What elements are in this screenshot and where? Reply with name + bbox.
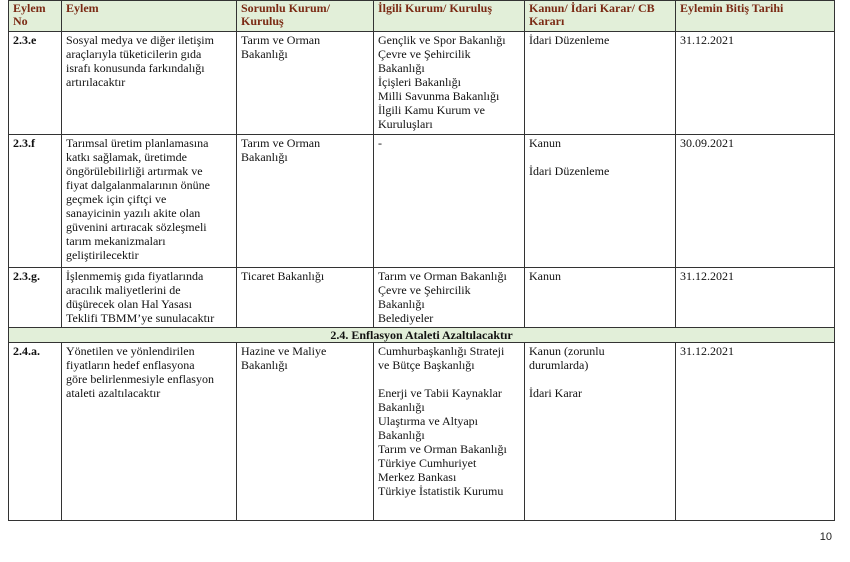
action-plan-table <box>8 0 835 521</box>
row-number: 2.3.f <box>9 135 62 268</box>
row-deadline: 31.12.2021 <box>676 32 835 135</box>
row-deadline: 31.12.2021 <box>676 343 835 521</box>
row-action: İşlenmemiş gıda fiyatlarında aracılık maliyetlerini de düşürecek olan Hal Yasası Teklifi TBMM’ye sunulacaktır <box>62 268 237 328</box>
table-row <box>9 32 835 135</box>
row-related: - <box>374 135 525 268</box>
header-responsible: Sorumlu Kurum/ Kuruluş <box>237 1 374 32</box>
row-deadline: 30.09.2021 <box>676 135 835 268</box>
table-row <box>9 343 835 521</box>
row-law: Kanun <box>525 268 676 328</box>
row-number: 2.4.a. <box>9 343 62 521</box>
row-responsible: Tarım ve Orman Bakanlığı <box>237 32 374 135</box>
header-action-no: Eylem No <box>9 1 62 32</box>
header-action: Eylem <box>62 1 237 32</box>
table-row <box>9 268 835 328</box>
section-row <box>9 328 835 343</box>
row-law: İdari Düzenleme <box>525 32 676 135</box>
header-deadline: Eylemin Bitiş Tarihi <box>676 1 835 32</box>
header-law: Kanun/ İdari Karar/ CB Kararı <box>525 1 676 32</box>
row-number: 2.3.e <box>9 32 62 135</box>
table-row <box>9 135 835 268</box>
row-law: Kanun (zorunlu durumlarda) İdari Karar <box>525 343 676 521</box>
row-related: Gençlik ve Spor Bakanlığı Çevre ve Şehircilik Bakanlığı İçişleri Bakanlığı Milli Savunma Bakanlığı İlgili Kamu Kurum ve Kuruluşları <box>374 32 525 135</box>
row-action: Yönetilen ve yönlendirilen fiyatların hedef enflasyona göre belirlenmesiyle enflasyon ataleti azaltılacaktır <box>62 343 237 521</box>
row-law: Kanun İdari Düzenleme <box>525 135 676 268</box>
row-related: Tarım ve Orman Bakanlığı Çevre ve Şehircilik Bakanlığı Belediyeler <box>374 268 525 328</box>
row-action: Tarımsal üretim planlamasına katkı sağlamak, üretimde öngörülebilirliği artırmak ve fiyat dalgalanmalarının önüne geçmek için çiftçi ve sanayicinin yazılı akite olan güvenini artıracak sözleşmeli tarım mekanizmaları geliştirilecektir <box>62 135 237 268</box>
row-action: Sosyal medya ve diğer iletişim araçlarıyla tüketicilerin gıda israfı konusunda farkındalığı artırılacaktır <box>62 32 237 135</box>
row-responsible: Ticaret Bakanlığı <box>237 268 374 328</box>
row-related: Cumhurbaşkanlığı Strateji ve Bütçe Başkanlığı Enerji ve Tabii Kaynaklar Bakanlığı Ulaştırma ve Altyapı Bakanlığı Tarım ve Orman Bakanlığı Türkiye Cumhuriyet Merkez Bankası Türkiye İstatistik Kurumu <box>374 343 525 521</box>
page-number: 10 <box>819 531 832 543</box>
table-header-row <box>9 1 835 32</box>
header-related: İlgili Kurum/ Kuruluş <box>374 1 525 32</box>
row-responsible: Tarım ve Orman Bakanlığı <box>237 135 374 268</box>
row-number: 2.3.g. <box>9 268 62 328</box>
row-responsible: Hazine ve Maliye Bakanlığı <box>237 343 374 521</box>
section-title: 2.4. Enflasyon Ataleti Azaltılacaktır <box>9 328 835 343</box>
row-deadline: 31.12.2021 <box>676 268 835 328</box>
